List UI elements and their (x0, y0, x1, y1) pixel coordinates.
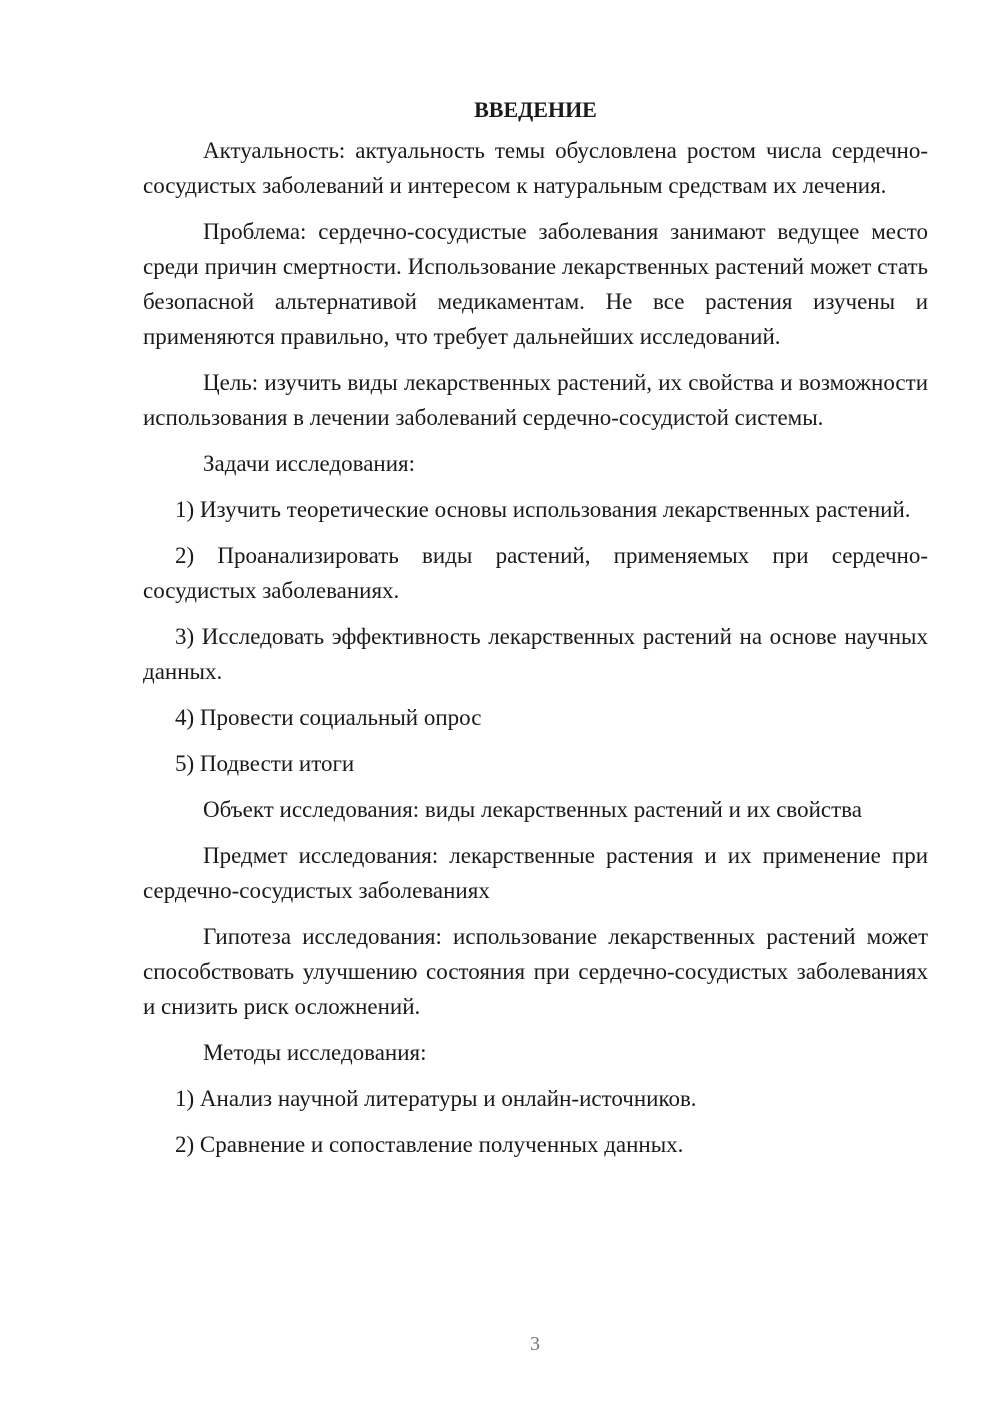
task-item-3: 3) Исследовать эффективность лекарственных растений на основе научных данных. (143, 624, 928, 684)
task-item-1: 1) Изучить теоретические основы использования лекарственных растений. (175, 497, 911, 522)
task-item-5: 5) Подвести итоги (175, 751, 355, 776)
tasks-heading: Задачи исследования: (203, 451, 416, 476)
section-title: ВВЕДЕНИЕ (474, 97, 597, 122)
task-item-4: 4) Провести социальный опрос (175, 705, 482, 730)
method-item-2: 2) Сравнение и сопоставление полученных данных. (175, 1132, 684, 1157)
paragraph-problem: Проблема: сердечно-сосудистые заболевания занимают ведущее место среди причин смертности. Использование лекарственных растений может стать безопасной альтернативой медикаментам. Не все растения изучены и применяются правильно, что требует дальнейших исследований. (143, 219, 928, 349)
paragraph-subject: Предмет исследования: лекарственные растения и их применение при сердечно-сосудистых заболеваниях (143, 843, 928, 903)
methods-heading: Методы исследования: (203, 1040, 427, 1065)
task-item-2: 2) Проанализировать виды растений, применяемых при сердечно-сосудистых заболеваниях. (143, 543, 928, 603)
paragraph-object: Объект исследования: виды лекарственных растений и их свойства (203, 797, 862, 822)
paragraph-relevance: Актуальность: актуальность темы обусловлена ростом числа сердечно-сосудистых заболеваний и интересом к натуральным средствам их лечения. (143, 138, 928, 198)
method-item-1: 1) Анализ научной литературы и онлайн-источников. (175, 1086, 697, 1111)
document-body (143, 92, 928, 1173)
paragraph-goal: Цель: изучить виды лекарственных растений, их свойства и возможности использования в лечении заболеваний сердечно-сосудистой системы. (143, 370, 928, 430)
paragraph-hypothesis: Гипотеза исследования: использование лекарственных растений может способствовать улучшению состояния при сердечно-сосудистых заболеваниях и снизить риск осложнений. (143, 924, 928, 1019)
page-number: 3 (530, 1333, 540, 1355)
